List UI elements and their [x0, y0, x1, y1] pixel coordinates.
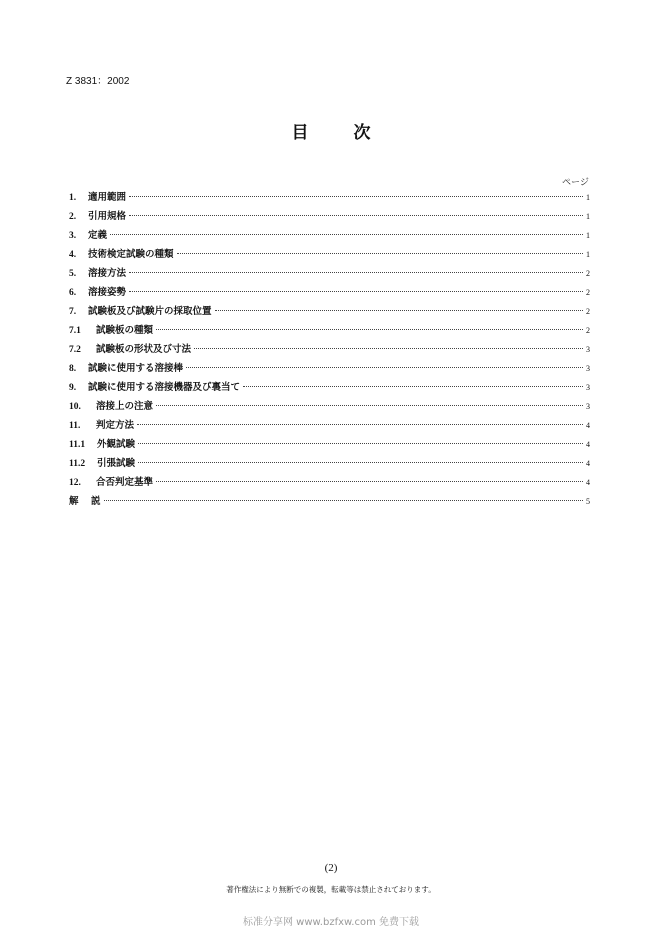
toc-leader-dots — [156, 481, 583, 482]
toc-entry[interactable] — [69, 398, 590, 417]
toc-entry-page: 1 — [586, 212, 590, 221]
toc-leader-dots — [243, 386, 583, 387]
toc-entry-number: 11. — [69, 421, 81, 431]
toc-leader-dots — [110, 234, 583, 235]
toc-entry-number: 10. — [69, 402, 81, 412]
toc-entry-page: 1 — [586, 231, 590, 240]
toc-entry-title: 引用規格 — [88, 211, 127, 222]
toc-entry[interactable] — [69, 227, 590, 246]
toc-entry[interactable] — [69, 360, 590, 379]
toc-entry-number: 8. — [69, 364, 77, 374]
toc-entry-title: 定義 — [88, 230, 108, 241]
toc-entry-number: 11.1 — [69, 440, 86, 450]
toc-entry-title: 試験板の種類 — [96, 325, 154, 336]
toc-entry-title: 判定方法 — [96, 420, 135, 431]
toc-entry-page: 4 — [586, 440, 590, 449]
toc-entry[interactable] — [69, 189, 590, 208]
toc-entry-number: 解 — [69, 497, 79, 507]
page-title: 目 次 — [291, 123, 385, 143]
toc-entry-title: 溶接上の注意 — [96, 401, 154, 412]
toc-entry-page: 4 — [586, 459, 590, 468]
toc-entry-title: 説 — [91, 496, 101, 507]
toc-entry-title: 合否判定基準 — [96, 477, 154, 488]
toc-leader-dots — [138, 462, 583, 463]
toc-entry[interactable] — [69, 246, 590, 265]
toc-entry[interactable] — [69, 379, 590, 398]
toc-entry-number: 4. — [69, 250, 77, 260]
page-column-label: ページ — [562, 178, 589, 188]
toc-entry-page: 2 — [586, 288, 590, 297]
toc-entry-number: 12. — [69, 478, 81, 488]
toc-leader-dots — [177, 253, 583, 254]
copyright-notice: 著作権法により無断での複製，転載等は禁止されております。 — [226, 885, 436, 894]
toc-leader-dots — [129, 291, 583, 292]
toc-entry-number: 7. — [69, 307, 77, 317]
toc-entry-number: 9. — [69, 383, 77, 393]
toc-entry[interactable] — [69, 208, 590, 227]
toc-entry[interactable] — [69, 417, 590, 436]
toc-entry-number: 6. — [69, 288, 77, 298]
toc-entry-title: 試験板の形状及び寸法 — [96, 344, 192, 355]
toc-entry-page: 2 — [586, 307, 590, 316]
toc-entry-number: 5. — [69, 269, 77, 279]
toc-entry-page: 1 — [586, 193, 590, 202]
toc-entry-title: 試験に使用する溶接機器及び裏当て — [88, 382, 241, 393]
toc-entry-page: 3 — [586, 345, 590, 354]
toc-entry-page: 3 — [586, 364, 590, 373]
standard-code: Z 3831：2002 — [66, 76, 130, 87]
toc-entry-title: 適用範囲 — [88, 192, 127, 203]
toc-entry-number: 7.2 — [69, 345, 81, 355]
toc-entry-title: 試験に使用する溶接棒 — [88, 363, 184, 374]
toc-entry-number: 7.1 — [69, 326, 81, 336]
toc-leader-dots — [215, 310, 583, 311]
toc-entry-number: 2. — [69, 212, 77, 222]
toc-leader-dots — [156, 405, 583, 406]
toc-entry[interactable] — [69, 322, 590, 341]
toc-entry-page: 4 — [586, 478, 590, 487]
toc-leader-dots — [194, 348, 583, 349]
toc-leader-dots — [156, 329, 583, 330]
toc-entry-page: 3 — [586, 383, 590, 392]
toc-leader-dots — [129, 272, 583, 273]
toc-entry[interactable] — [69, 284, 590, 303]
toc-entry-title: 引張試験 — [97, 458, 136, 469]
toc-entry[interactable] — [69, 436, 590, 455]
toc-entry-page: 5 — [586, 497, 590, 506]
toc-entry[interactable] — [69, 455, 590, 474]
toc-entry-title: 溶接方法 — [88, 268, 127, 279]
page-number: (2) — [324, 862, 338, 874]
toc-entry-page: 1 — [586, 250, 590, 259]
toc-entry-number: 3. — [69, 231, 77, 241]
toc-leader-dots — [129, 196, 583, 197]
toc-entry-title: 溶接姿勢 — [88, 287, 127, 298]
toc-entry[interactable] — [69, 265, 590, 284]
toc-entry[interactable] — [69, 341, 590, 360]
toc-entry-page: 4 — [586, 421, 590, 430]
toc-entry[interactable] — [69, 303, 590, 322]
toc-leader-dots — [138, 443, 583, 444]
toc-leader-dots — [129, 215, 583, 216]
toc-entry-title: 技術検定試験の種類 — [88, 249, 174, 260]
toc-entry[interactable] — [69, 474, 590, 493]
toc-leader-dots — [137, 424, 583, 425]
toc-entry-title: 外観試験 — [97, 439, 136, 450]
toc-entry[interactable] — [69, 493, 590, 512]
toc-leader-dots — [186, 367, 583, 368]
toc-entry-page: 2 — [586, 326, 590, 335]
toc-leader-dots — [104, 500, 583, 501]
toc-entry-number: 11.2 — [69, 459, 86, 469]
toc-entry-page: 2 — [586, 269, 590, 278]
toc-entry-number: 1. — [69, 193, 77, 203]
toc-entry-title: 試験板及び試験片の採取位置 — [88, 306, 212, 317]
watermark: 标准分享网 www.bzfxw.com 免费下载 — [243, 917, 419, 928]
toc-entry-page: 3 — [586, 402, 590, 411]
table-of-contents — [69, 189, 590, 512]
